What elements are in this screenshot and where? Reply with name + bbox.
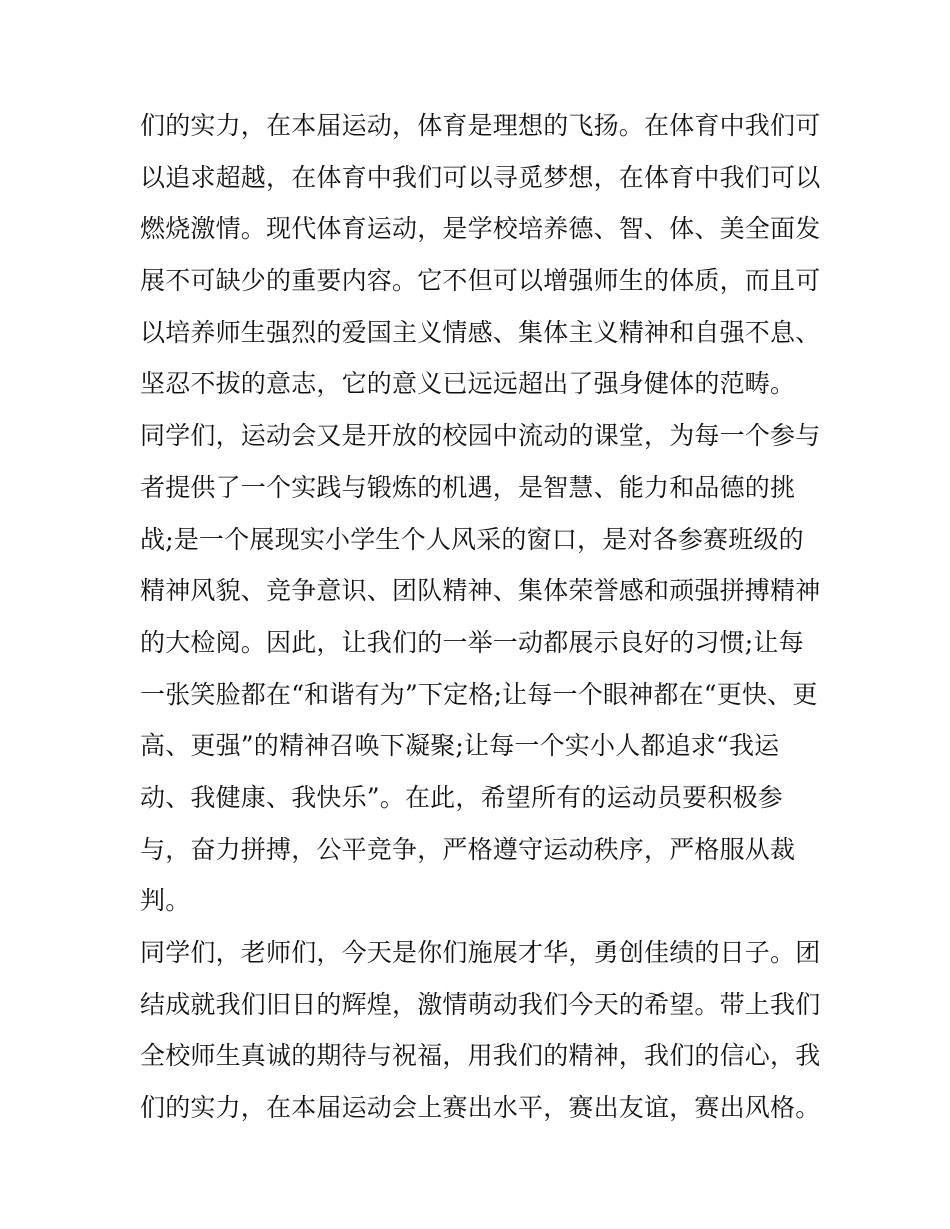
text-line: 与，奋力拼搏，公平竞争，严格遵守运动秩序，严格服从裁 [140, 834, 796, 864]
text-line: 同学们，运动会又是开放的校园中流动的课堂，为每一个参与 [140, 421, 821, 451]
text-line: 战;是一个展现实小学生个人风采的窗口，是对各参赛班级的 [140, 524, 804, 554]
text-line: 以培养师生强烈的爱国主义情感、集体主义精神和自强不息、 [140, 317, 821, 347]
text-line: 同学们，老师们，今天是你们施展才华，勇创佳绩的日子。团 [140, 938, 821, 967]
text-line: 全校师生真诚的期待与祝福，用我们的精神，我们的信心，我 [140, 1041, 821, 1071]
text-line: 动、我健康、我快乐”。在此，希望所有的运动员要积极参 [140, 782, 783, 812]
text-line: 们的实力，在本届运动会上赛出水平，赛出友谊，赛出风格。 [140, 1093, 821, 1123]
text-line: 结成就我们旧日的辉煌，激情萌动我们今天的希望。带上我们 [140, 989, 821, 1019]
text-line: 以追求超越，在体育中我们可以寻觅梦想，在体育中我们可以 [140, 162, 821, 192]
text-line: 者提供了一个实践与锻炼的机遇，是智慧、能力和品德的挑 [140, 472, 796, 502]
text-line: 展不可缺少的重要内容。它不但可以增强师生的体质，而且可 [140, 266, 821, 296]
text-line: 精神风貌、竞争意识、团队精神、集体荣誉感和顽强拼搏精神 [140, 576, 821, 606]
text-line: 坚忍不拔的意志，它的意义已远远超出了强身健体的范畴。 [140, 369, 796, 399]
text-line: 燃烧激情。现代体育运动，是学校培养德、智、体、美全面发 [140, 214, 821, 244]
text-line: 判。 [140, 886, 191, 916]
text-line: 的大检阅。因此，让我们的一举一动都展示良好的习惯;让每 [140, 627, 804, 657]
body-text [140, 100, 820, 1134]
text-line: 高、更强”的精神召唤下凝聚;让每一个实小人都追求“我运 [140, 731, 780, 761]
text-line: 们的实力，在本届运动，体育是理想的飞扬。在体育中我们可 [140, 111, 821, 140]
text-line: 一张笑脸都在“和谐有为”下定格;让每一个眼神都在“更快、更 [140, 679, 818, 709]
